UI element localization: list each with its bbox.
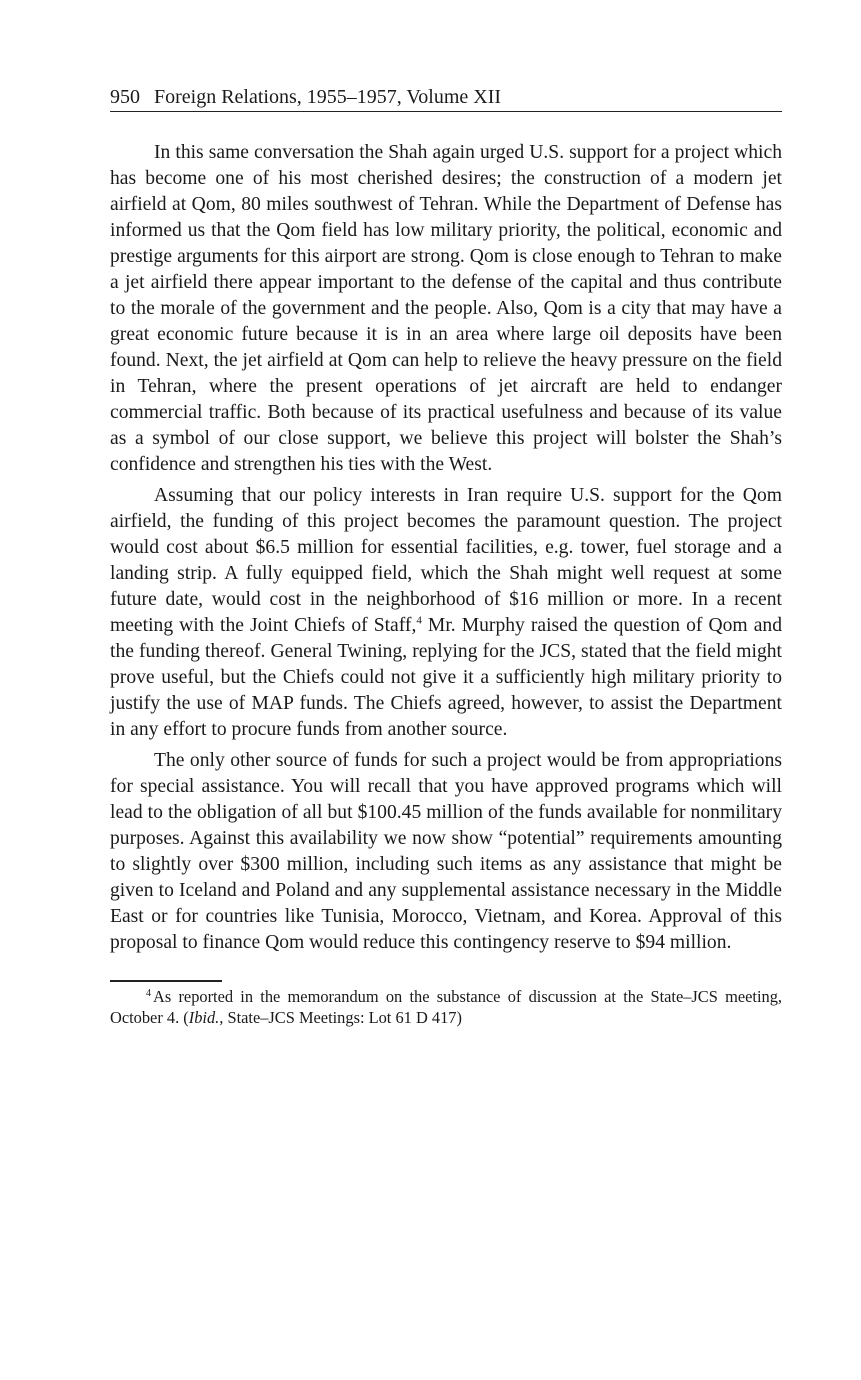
footnote-italic: Ibid., [188, 1008, 224, 1027]
footnote-divider [110, 980, 222, 982]
paragraph-2-part-2: Mr. Murphy raised the question of Qom and the funding thereof. General Twining, replying for the JCS, stated that the field might prove useful, but the Chiefs could not give it a sufficiently high military priority to justify the use of MAP funds. The Chiefs agreed, however, to assist the Department in any effort to procure funds from another source. [110, 615, 782, 740]
page-number: 950 [110, 86, 140, 108]
running-title: Foreign Relations, 1955–1957, Volume XII [154, 86, 502, 108]
footnote-text-2: State–JCS Meetings: Lot 61 D 417) [223, 1008, 462, 1027]
paragraph-2 [110, 483, 782, 743]
paragraph-2-part-1: Assuming that our policy interests in Iran require U.S. support for the Qom airfield, the funding of this project becomes the paramount question. The project would cost about $6.5 million for essential facilities, e.g. tower, fuel storage and a landing strip. A fully equipped field, which the Shah might well request at some future date, would cost in the neighborhood of $16 million or more. In a recent meeting with the Joint Chiefs of Staff, [110, 485, 782, 636]
footnote [110, 986, 782, 1028]
paragraph-3: The only other source of funds for such a project would be from appropriations for special assistance. You will recall that you have approved programs which will lead to the obligation of all but $100.45 million of the funds available for nonmilitary purposes. Against this availability we now show “potential” requirements amounting to slightly over $300 million, including such items as any assistance that might be given to Iceland and Poland and any supplemental assistance necessary in the Middle East or for countries like Tunisia, Morocco, Vietnam, and Korea. Approval of this proposal to finance Qom would reduce this contingency reserve to $94 million. [110, 750, 782, 953]
document-page [110, 84, 782, 1028]
footnote-reference[interactable]: 4 [416, 614, 422, 627]
footnote-text-1: As reported in the memorandum on the substance of discussion at the State–JCS meeting, October 4. ( [110, 987, 782, 1027]
running-header [110, 84, 782, 112]
paragraph-1: In this same conversation the Shah again urged U.S. support for a project which has become one of his most cherished desires; the construction of a modern jet airfield at Qom, 80 miles southwest of Tehran. While the Department of Defense has informed us that the Qom field has low military priority, the political, economic and prestige arguments for this airport are strong. Qom is close enough to Tehran to make a jet airfield there appear important to the defense of the capital and thus contribute to the morale of the government and the people. Also, Qom is a city that may have a great economic future because it is in an area where large oil deposits have been found. Next, the jet airfield at Qom can help to relieve the heavy pressure on the field in Tehran, where the present operations of jet aircraft are held to endanger commercial traffic. Both because of its practical usefulness and because of its value as a symbol of our close support, we believe this project will bolster the Shah’s confidence and strengthen his ties with the West. [110, 142, 782, 475]
footnote-marker: 4 [146, 987, 151, 999]
body-text [110, 140, 782, 956]
